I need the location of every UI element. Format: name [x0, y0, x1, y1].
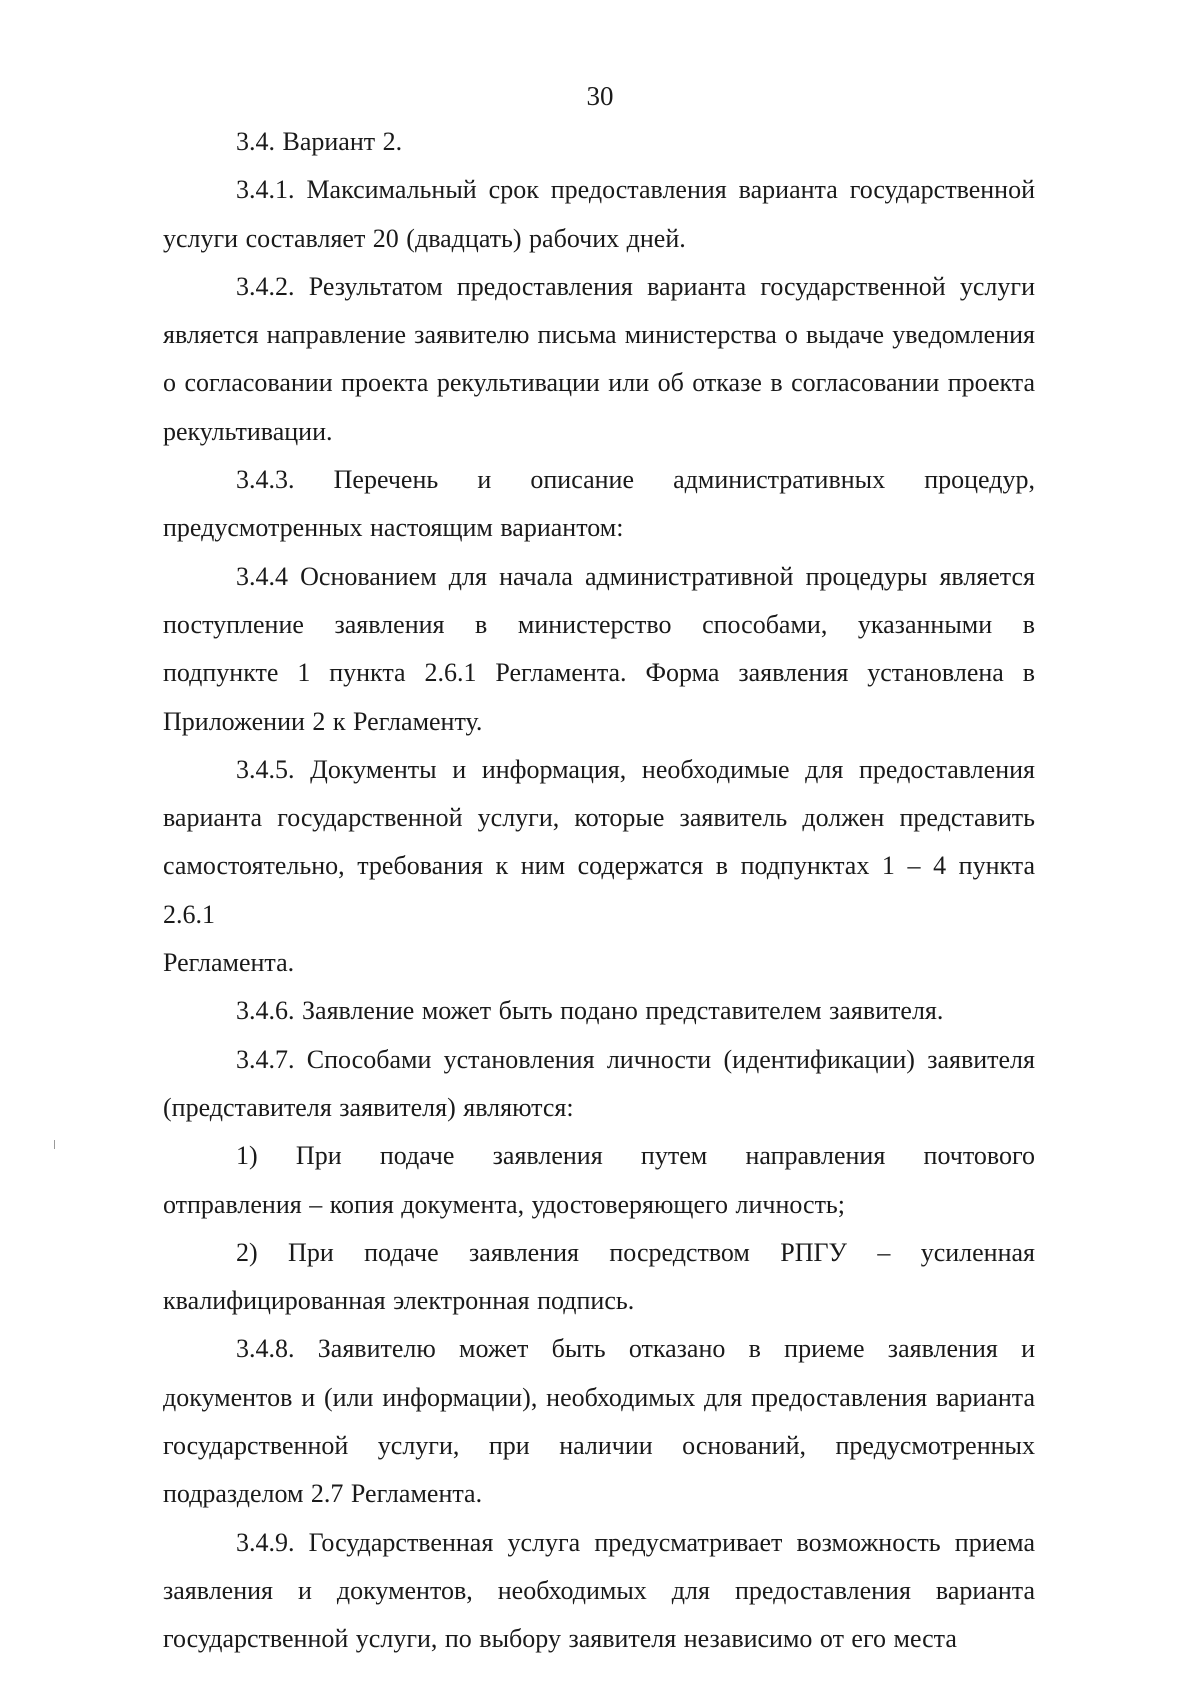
text-line: рекультивации.	[163, 416, 333, 446]
text-line: заявления и документов, необходимых для предоставления варианта	[163, 1575, 1035, 1605]
text-line: 1) При подаче заявления путем направления почтового	[236, 1141, 1035, 1171]
text-line: услуги составляет 20 (двадцать) рабочих дней.	[163, 223, 686, 253]
text-line: Приложении 2 к Регламенту.	[163, 706, 483, 736]
paragraph	[163, 987, 1035, 1035]
text-line: государственной услуги, по выбору заявителя независимо от его места	[163, 1624, 957, 1654]
page-number: 30	[586, 81, 614, 111]
text-line: 3.4.6. Заявление может быть подано представителем заявителя.	[236, 996, 944, 1026]
scan-artifact	[54, 1140, 55, 1149]
paragraph	[163, 456, 1035, 553]
text-line: государственной услуги, при наличии оснований, предусмотренных	[163, 1431, 1035, 1461]
paragraph	[163, 1519, 1035, 1664]
text-line: о согласовании проекта рекультивации или об отказе в согласовании проекта	[163, 368, 1035, 398]
paragraph	[163, 1325, 1035, 1518]
document-body	[163, 118, 1035, 1664]
text-line: подпункте 1 пункта 2.6.1 Регламента. Форма заявления установлена в	[163, 658, 1035, 688]
paragraph	[163, 1229, 1035, 1326]
text-line: 2) При подаче заявления посредством РПГУ – усиленная	[236, 1237, 1035, 1267]
paragraph	[163, 1036, 1035, 1133]
paragraph	[163, 746, 1035, 987]
text-line: предусмотренных настоящим вариантом:	[163, 513, 624, 543]
paragraph	[163, 263, 1035, 456]
paragraph	[163, 553, 1035, 746]
text-line: варианта государственной услуги, которые заявитель должен представить	[163, 803, 1035, 833]
text-line: 3.4.3. Перечень и описание административных процедур,	[236, 465, 1035, 495]
paragraph	[163, 118, 1035, 166]
text-line: самостоятельно, требования к ним содержатся в подпунктах 1 – 4 пункта 2.6.1	[163, 851, 1035, 929]
text-line: (представителя заявителя) являются:	[163, 1092, 574, 1122]
paragraph	[163, 166, 1035, 263]
text-line: подразделом 2.7 Регламента.	[163, 1479, 483, 1509]
text-line: поступление заявления в министерство способами, указанными в	[163, 609, 1035, 639]
text-line: является направление заявителю письма министерства о выдаче уведомления	[163, 320, 1035, 350]
text-line: 3.4.5. Документы и информация, необходимые для предоставления	[236, 754, 1035, 784]
paragraph	[163, 1132, 1035, 1229]
text-line: 3.4. Вариант 2.	[236, 127, 403, 156]
text-line: квалифицированная электронная подпись.	[163, 1286, 635, 1316]
text-line: 3.4.4 Основанием для начала административной процедуры является	[236, 561, 1035, 591]
text-line: 3.4.9. Государственная услуга предусматривает возможность приема	[236, 1527, 1035, 1557]
text-line: отправления – копия документа, удостоверяющего личность;	[163, 1189, 846, 1219]
text-line: 3.4.2. Результатом предоставления варианта государственной услуги	[236, 271, 1035, 301]
text-line: 3.4.7. Способами установления личности (идентификации) заявителя	[236, 1044, 1035, 1074]
text-line: документов и (или информации), необходимых для предоставления варианта	[163, 1382, 1035, 1412]
text-line: Регламента.	[163, 948, 295, 978]
text-line: 3.4.1. Максимальный срок предоставления варианта государственной	[236, 175, 1035, 205]
text-line: 3.4.8. Заявителю может быть отказано в приеме заявления и	[236, 1334, 1035, 1364]
